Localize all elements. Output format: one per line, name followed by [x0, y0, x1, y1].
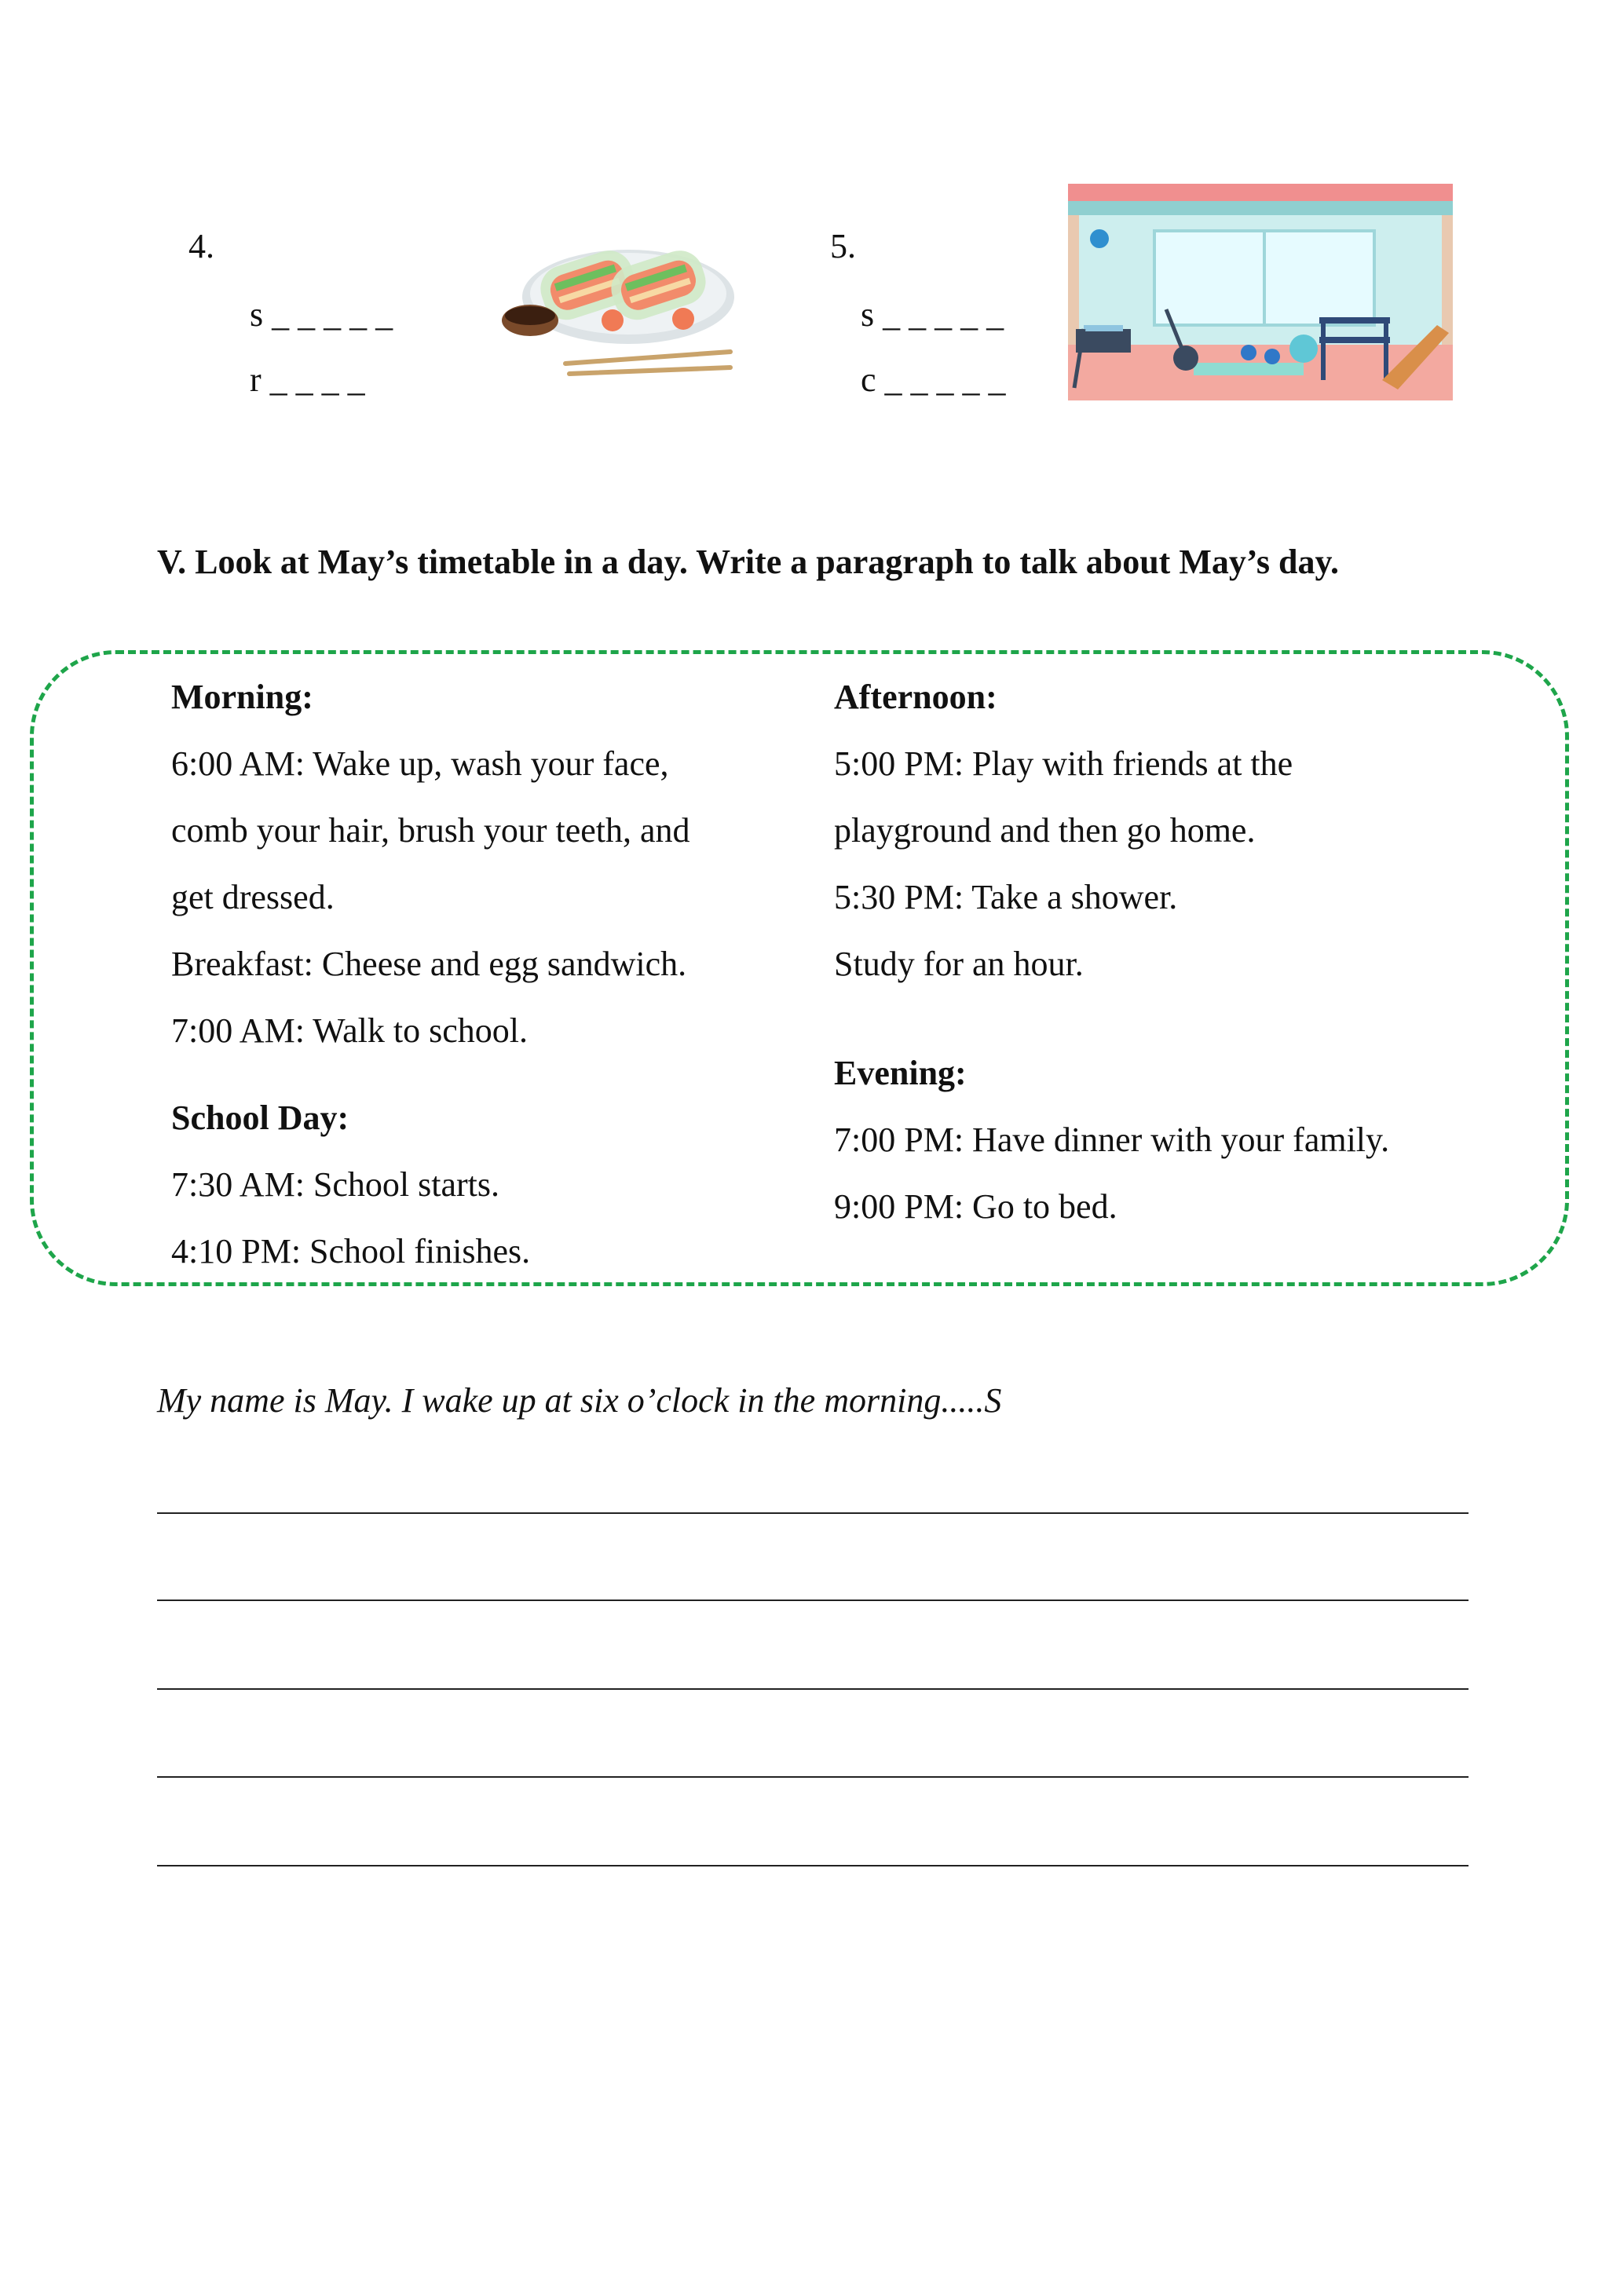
writing-line[interactable] [157, 1776, 1469, 1778]
spring-rolls-with-dipping-sauce-icon [495, 226, 746, 391]
afternoon-line: Study for an hour. [834, 945, 1084, 983]
afternoon-line: 5:30 PM: Take a shower. [834, 878, 1178, 916]
morning-line: Breakfast: Cheese and egg sandwich. [171, 945, 687, 983]
afternoon-line: 5:00 PM: Play with friends at the [834, 744, 1293, 783]
evening-line: 9:00 PM: Go to bed. [834, 1187, 1117, 1226]
evening-line: 7:00 PM: Have dinner with your family. [834, 1121, 1390, 1159]
morning-line: get dressed. [171, 878, 335, 916]
school-day-title: School Day: [171, 1099, 349, 1137]
morning-line: 7:00 AM: Walk to school. [171, 1011, 528, 1050]
timetable-left-column [171, 664, 690, 1285]
item-4-number: 4. [188, 227, 214, 265]
evening-title: Evening: [834, 1054, 967, 1092]
item-4-line-1[interactable]: s _ _ _ _ _ [250, 295, 393, 334]
sports-center-gym-icon [1068, 184, 1453, 400]
morning-title: Morning: [171, 678, 313, 716]
item-5-line-2[interactable]: c _ _ _ _ _ [861, 360, 1006, 399]
writing-line[interactable] [157, 1865, 1469, 1866]
school-day-line: 4:10 PM: School finishes. [171, 1232, 531, 1270]
writing-prompt: My name is May. I wake up at six o’clock in the morning.....S [157, 1381, 1002, 1420]
writing-line[interactable] [157, 1688, 1469, 1690]
morning-line: comb your hair, brush your teeth, and [171, 811, 690, 850]
writing-line[interactable] [157, 1600, 1469, 1601]
school-day-line: 7:30 AM: School starts. [171, 1165, 500, 1204]
writing-line[interactable] [157, 1512, 1469, 1514]
item-4-line-2[interactable]: r _ _ _ _ [250, 360, 365, 399]
timetable-right-column [834, 664, 1389, 1240]
item-5-number: 5. [830, 227, 856, 265]
item-5-line-1[interactable]: s _ _ _ _ _ [861, 295, 1004, 334]
section-heading: V. Look at May’s timetable in a day. Write a paragraph to talk about May’s day. [157, 543, 1340, 581]
afternoon-line: playground and then go home. [834, 811, 1256, 850]
afternoon-title: Afternoon: [834, 678, 997, 716]
morning-line: 6:00 AM: Wake up, wash your face, [171, 744, 669, 783]
